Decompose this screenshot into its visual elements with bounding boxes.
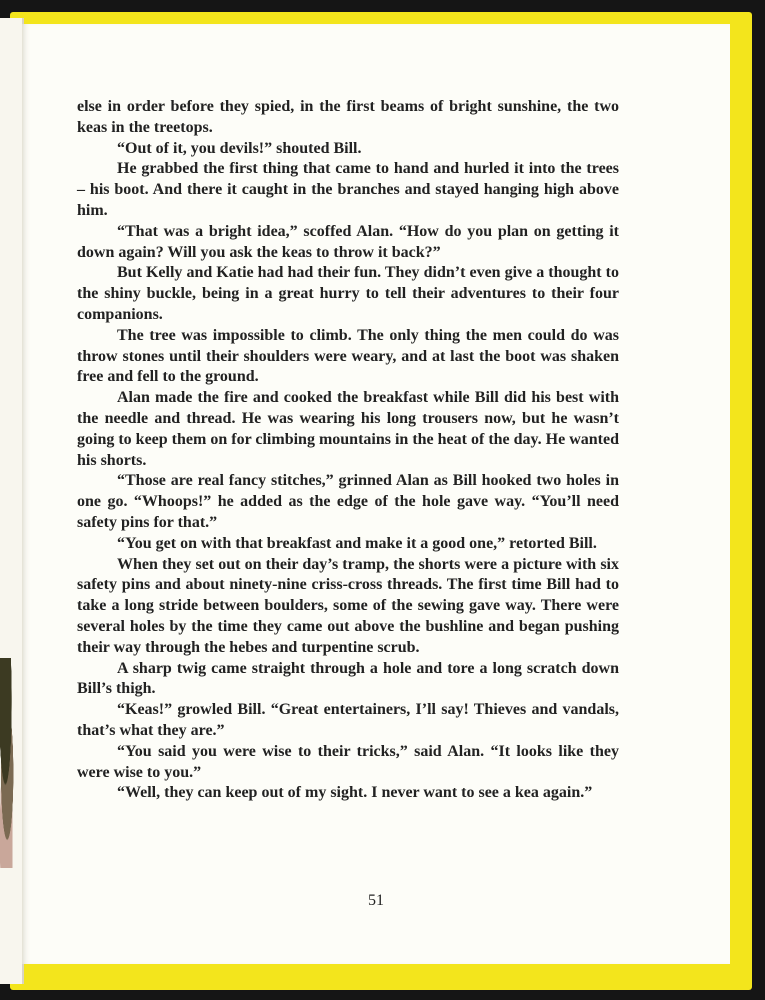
facing-page-edge bbox=[0, 18, 24, 984]
story-text bbox=[77, 97, 619, 804]
paragraph: “Out of it, you devils!” shouted Bill. bbox=[117, 139, 362, 157]
paragraph: When they set out on their day’s tramp, the shorts were a picture with six safety pins and about ninety-nine criss-cross threads. The first time Bill had to take a long stride between boulders, some of the sewing gave way. There were several holes by the time they came out above the bushline and began pushing their way through the hebes and turpentine scrub. bbox=[77, 555, 619, 656]
page-number: 51 bbox=[368, 892, 384, 909]
paragraph: “That was a bright idea,” scoffed Alan. “How do you plan on getting it down again? Will you ask the keas to throw it back?” bbox=[77, 222, 619, 261]
paragraph: Alan made the fire and cooked the breakfast while Bill did his best with the needle and thread. He was wearing his long trousers now, but he wasn’t going to keep them on for climbing mountains in the heat of the day. He wanted his shorts. bbox=[77, 389, 619, 469]
paragraph: But Kelly and Katie had had their fun. They didn’t even give a thought to the shiny buckle, being in a great hurry to tell their adventures to their four companions. bbox=[77, 264, 619, 323]
paragraph: “Those are real fancy stitches,” grinned Alan as Bill hooked two holes in one go. “Whoops!” he added as the edge of the hole gave way. “You’ll need safety pins for that.” bbox=[77, 472, 619, 531]
paragraph: He grabbed the first thing that came to hand and hurled it into the trees – his boot. And there it caught in the branches and stayed hanging high above him. bbox=[77, 160, 619, 219]
paragraph: else in order before they spied, in the first beams of bright sunshine, the two keas in the treetops. bbox=[77, 98, 619, 136]
paragraph: “You get on with that breakfast and make it a good one,” retorted Bill. bbox=[117, 534, 597, 552]
paragraph: The tree was impossible to climb. The only thing the men could do was throw stones until their shoulders were weary, and at last the boot was shaken free and fell to the ground. bbox=[77, 326, 619, 386]
paragraph: “Keas!” growled Bill. “Great entertainers, I’ll say! Thieves and vandals, that’s what they are.” bbox=[77, 701, 619, 739]
paragraph: A sharp twig came straight through a hole and tore a long scratch down Bill’s thigh. bbox=[77, 659, 619, 698]
paragraph: “You said you were wise to their tricks,” said Alan. “It looks like they were wise to you.” bbox=[77, 742, 619, 781]
facing-page-illustration bbox=[0, 658, 18, 868]
book-page bbox=[22, 24, 730, 964]
paragraph: “Well, they can keep out of my sight. I never want to see a kea again.” bbox=[117, 784, 593, 802]
